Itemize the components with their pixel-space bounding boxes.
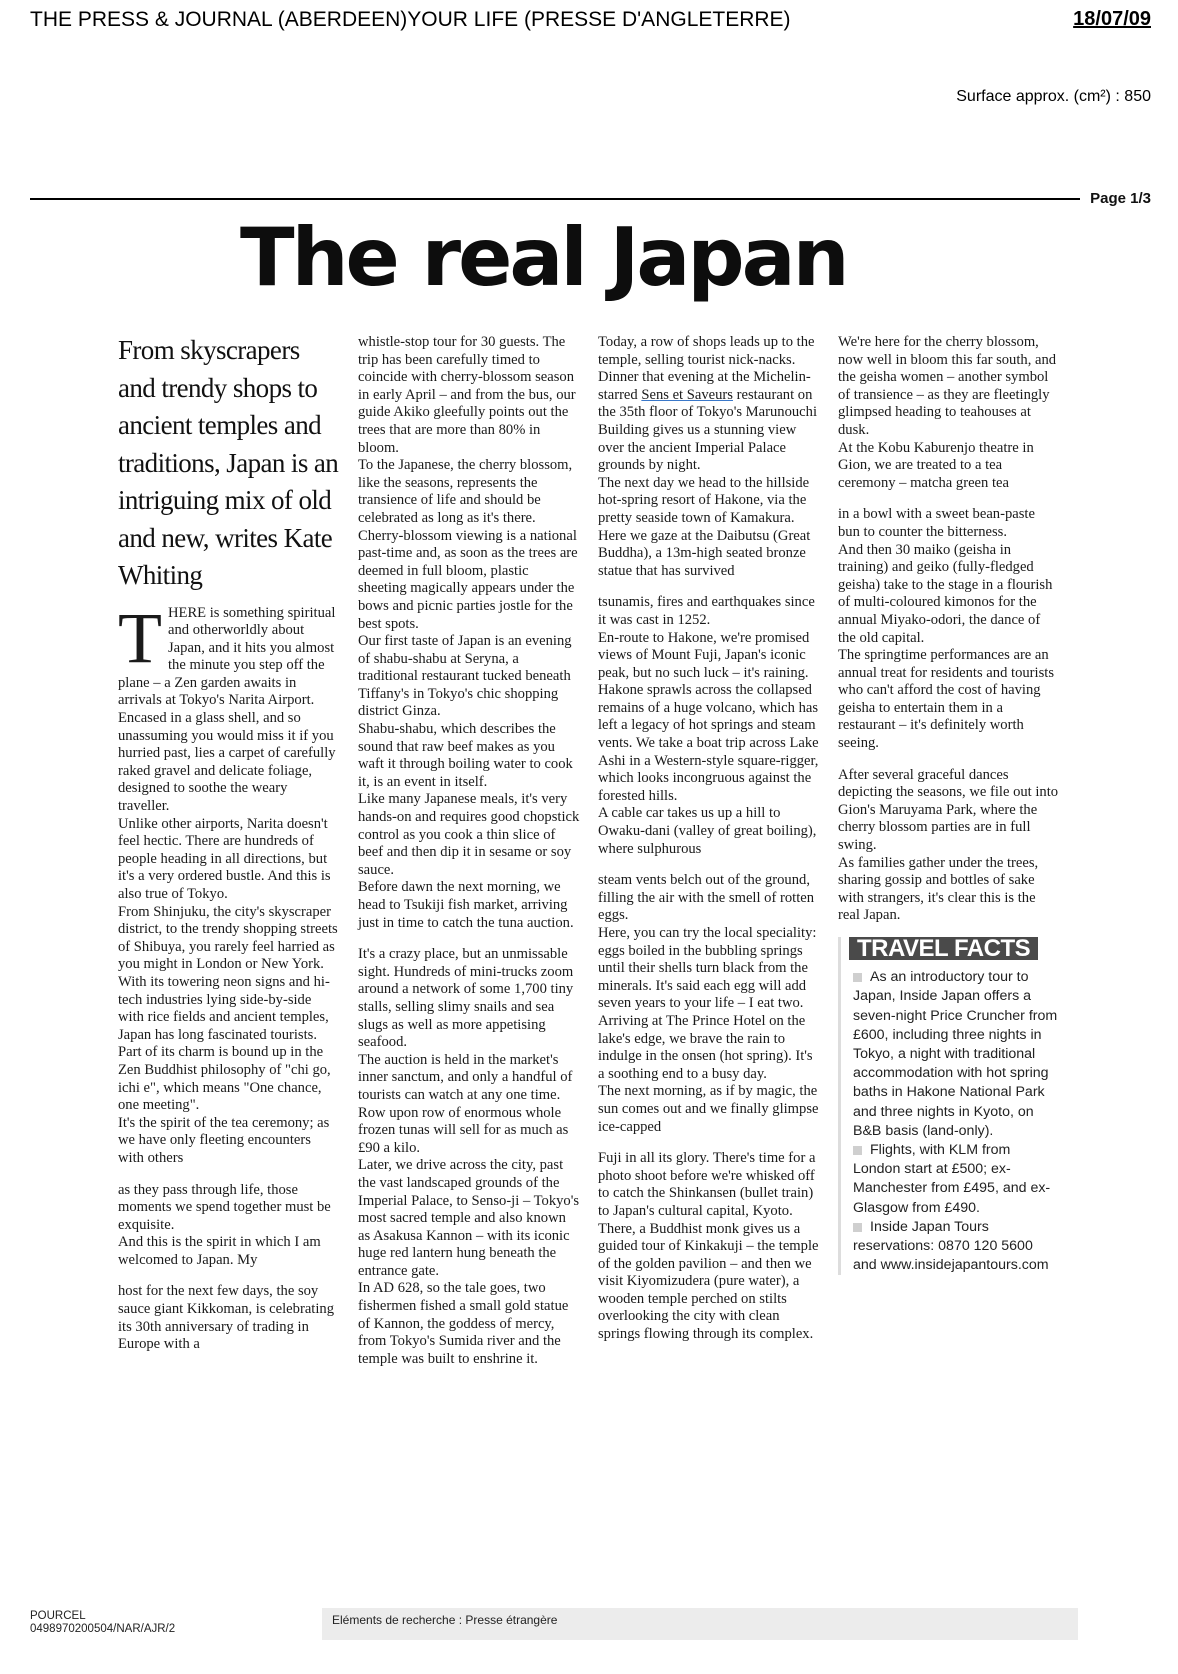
bullet-square-icon — [853, 1146, 862, 1155]
article-paragraph: It's a crazy place, but an unmissable sight. Hundreds of mini-trucks zoom around a network of some 1,700 tiny stalls, selling slimy snails and sea slugs as well as more appetising seafood. — [358, 946, 574, 1051]
travel-facts-box — [838, 937, 1060, 1275]
article-paragraph: as they pass through life, those moments we spend together must be exquisite. — [118, 1181, 331, 1233]
article-paragraph: It's the spirit of the tea ceremony; as we have only fleeting encounters with others — [118, 1114, 330, 1166]
drop-cap: T — [118, 597, 162, 678]
article-paragraph: Unlike other airports, Narita doesn't feel hectic. There are hundreds of people heading in all directions, but it's a very ordered bustle. And this is also true of Tokyo. — [118, 815, 331, 902]
publication-date: 18/07/09 — [1073, 8, 1151, 30]
article-paragraph: And this is the spirit in which I am welcomed to Japan. My — [118, 1234, 321, 1268]
article-paragraph: At the Kobu Kaburenjo theatre in Gion, we are treated to a tea ceremony – matcha green tea — [838, 439, 1034, 491]
article-paragraph: In AD 628, so the tale goes, two fishermen fished a small gold statue of Kannon, the goddess of mercy, from Tokyo's Sumida river and the temple was built to enshrine it. — [358, 1280, 569, 1367]
article-paragraph: tsunamis, fires and earthquakes since it was cast in 1252. — [598, 594, 815, 628]
header-divider — [30, 198, 1080, 200]
article-headline: The real Japan — [240, 211, 847, 304]
article-paragraph: Dinner that evening at the Michelin-starred Sens et Saveurs restaurant on the 35th floor of Tokyo's Marunouchi Building gives us a stunning view over the ancient Imperial Palace grounds by night. — [598, 369, 817, 474]
article-paragraph: Arriving at The Prince Hotel on the lake's edge, we brave the rain to indulge in the onsen (hot spring). It's a soothing end to a busy day. — [598, 1012, 813, 1082]
article-paragraph: Part of its charm is bound up in the Zen Buddhist philosophy of "chi go, ichi e", which means "One chance, one meeting". — [118, 1044, 331, 1114]
article-paragraph: The next day we head to the hillside hot-spring resort of Hakone, via the pretty seaside town of Kamakura. Here we gaze at the Daibutsu (Great Buddha), a 13m-high seated bronze statue that has survived — [598, 474, 811, 579]
article-paragraph: The springtime performances are an annual treat for residents and tourists who can't afford the cost of having geisha to entertain them in a restaurant – it's definitely worth seeing. — [838, 647, 1055, 752]
travel-fact-item: Flights, with KLM from London start at £500; ex-Manchester from £495, and ex-Glasgow from £490. — [853, 1142, 1051, 1216]
article-paragraph: En-route to Hakone, we're promised views of Mount Fuji, Japan's iconic peak, but no such luck – it's raining. — [598, 629, 810, 681]
article-standfirst: From skyscrapers and trendy shops to ancient temples and traditions, Japan is an intriguing mix of old and new, writes Kate Whiting — [118, 335, 339, 590]
article-paragraph: Encased in a glass shell, and so unassuming you would miss it if you hurried past, lies a carpet of carefully raked gravel and delicate foliage, designed to soothe the weary traveller. — [118, 710, 336, 815]
article-paragraph: We're here for the cherry blossom, now well in bloom this far south, and the geisha women – another symbol of transience – as they are fleetingly glimpsed heading to teahouses at dusk. — [838, 334, 1057, 438]
footer-code: 0498970200504/NAR/AJR/2 — [30, 1623, 176, 1635]
article-paragraph: Hakone sprawls across the collapsed remains of a huge volcano, which has left a legacy of hot springs and steam vents. We take a boat trip across Lake Ashi in a Western-style square-rigger, which looks incongruous against the forested hills. — [598, 682, 819, 804]
footer-research-bar — [322, 1608, 1078, 1640]
article-paragraph: in a bowl with a sweet bean-paste bun to counter the bitterness. — [838, 506, 1035, 540]
bullet-square-icon — [853, 1223, 862, 1232]
publication-header: THE PRESS & JOURNAL (ABERDEEN)YOUR LIFE (PRESSE D'ANGLETERRE) — [30, 8, 791, 31]
article-paragraph: Like many Japanese meals, it's very hands-on and requires good chopstick control as you cook a thin slice of beef and then dip it in sesame or soy sauce. — [358, 791, 580, 878]
footer-client: POURCEL — [30, 1610, 86, 1622]
article-paragraph: From Shinjuku, the city's skyscraper district, to the trendy shopping streets of Shibuya, you rarely feel harried as you might in London or New York. — [118, 903, 338, 973]
footer-reference — [30, 1610, 175, 1636]
article-paragraph: Cherry-blossom viewing is a national past-time and, as soon as the trees are deemed in full bloom, plastic sheeting magically appears under the bows and picnic parties jostle for the best spots. — [358, 527, 578, 632]
article-paragraph: After several graceful dances depicting the seasons, we file out into Gion's Maruyama Park, where the cherry blossom parties are in full swing. — [838, 766, 1059, 854]
article-paragraph: Later, we drive across the city, past the vast landscaped grounds of the Imperial Palace, to Senso-ji – Tokyo's most sacred temple and also known as Asakusa Kannon – with its iconic huge red lantern hung beneath the entrance gate. — [358, 1157, 580, 1279]
article-column-2 — [358, 334, 580, 1368]
article-column-1 — [118, 332, 340, 1354]
article-paragraph: And then 30 maiko (geisha in training) and geiko (fully-fledged geisha) take to the stage in a flourish of multi-coloured kimonos for the annual Miyako-odori, the dance of the old capital. — [838, 541, 1053, 646]
article-paragraph: Fuji in all its glory. There's time for a photo shoot before we're whisked off to catch the Shinkansen (bullet train) to Japan's cultural capital, Kyoto. — [598, 1150, 816, 1219]
article-paragraph: THERE is something spiritual and otherworldly about Japan, and it hits you almost the minute you step off the plane – a Zen garden awaits in arrivals at Tokyo's Narita Airport. — [118, 597, 336, 709]
surface-area-note: Surface approx. (cm²) : 850 — [956, 88, 1151, 105]
travel-fact-item: As an introductory tour to Japan, Inside Japan offers a seven-night Price Cruncher from £600, including three nights in Tokyo, a night with traditional accommodation with hot spring baths in Hakone National Park and three nights in Kyoto, on B&B basis (land-only). — [853, 969, 1058, 1139]
article-paragraph: There, a Buddhist monk gives us a guided tour of Kinkakuji – the temple of the golden pavilion – and then we visit Kiyomizudera (pure water), a wooden temple perched on stilts overlooking the city with clean springs flowing through its complex. — [598, 1220, 819, 1343]
footer-research-text: Eléments de recherche : Presse étrangère — [332, 1613, 558, 1627]
article-paragraph: whistle-stop tour for 30 guests. The trip has been carefully timed to coincide with cherry-blossom season in early April – and from the bus, our guide Akiko gleefully points out the trees that are more than 80% in bloom. — [358, 334, 576, 456]
restaurant-name: Sens et Saveurs — [641, 386, 733, 403]
article-paragraph: A cable car takes us up a hill to Owaku-dani (valley of great boiling), where sulphurous — [598, 805, 817, 857]
article-paragraph: Today, a row of shops leads up to the temple, selling tourist nick-nacks. — [598, 334, 815, 368]
article-paragraph: Our first taste of Japan is an evening of shabu-shabu at Seryna, a traditional restaurant tucked beneath Tiffany's in Tokyo's chic shopping district Ginza. — [358, 633, 572, 720]
article-column-4 — [838, 334, 1060, 1275]
article-paragraph: As families gather under the trees, sharing gossip and bottles of sake with strangers, it's clear this is the real Japan. — [838, 854, 1039, 924]
article-paragraph: Before dawn the next morning, we head to Tsukiji fish market, arriving just in time to catch the tuna auction. — [358, 879, 574, 931]
travel-facts-heading: TRAVEL FACTS — [849, 937, 1038, 960]
article-paragraph: The next morning, as if by magic, the sun comes out and we finally glimpse ice-capped — [598, 1083, 819, 1135]
article-paragraph: Shabu-shabu, which describes the sound that raw beef makes as you waft it through boiling water to cook it, is an event in itself. — [358, 721, 573, 790]
article-column-3 — [598, 334, 820, 1344]
article-paragraph: steam vents belch out of the ground, filling the air with the smell of rotten eggs. — [598, 872, 815, 924]
bullet-square-icon — [853, 973, 862, 982]
article-paragraph: To the Japanese, the cherry blossom, like the seasons, represents the transience of life and should be celebrated as long as it's there. — [358, 457, 573, 526]
article-paragraph: host for the next few days, the soy sauce giant Kikkoman, is celebrating its 30th anniversary of trading in Europe with a — [118, 1283, 334, 1353]
article-paragraph: Here, you can try the local speciality: eggs boiled in the bubbling springs until their shells turn black from the minerals. It's said each egg will add seven years to your life – I eat two. — [598, 925, 817, 1012]
article-paragraph: With its towering neon signs and hi-tech industries lying side-by-side with rice fields and ancient temples, Japan has long fascinated tourists. — [118, 973, 330, 1043]
travel-fact-item: Inside Japan Tours reservations: 0870 120 5600 and www.insidejapantours.com — [853, 1218, 1049, 1274]
page-number: Page 1/3 — [1084, 190, 1151, 207]
article-paragraph: The auction is held in the market's inner sanctum, and only a handful of tourists can watch at any one time. Row upon row of enormous whole frozen tunas will sell for as much as £90 a kilo. — [358, 1051, 573, 1156]
